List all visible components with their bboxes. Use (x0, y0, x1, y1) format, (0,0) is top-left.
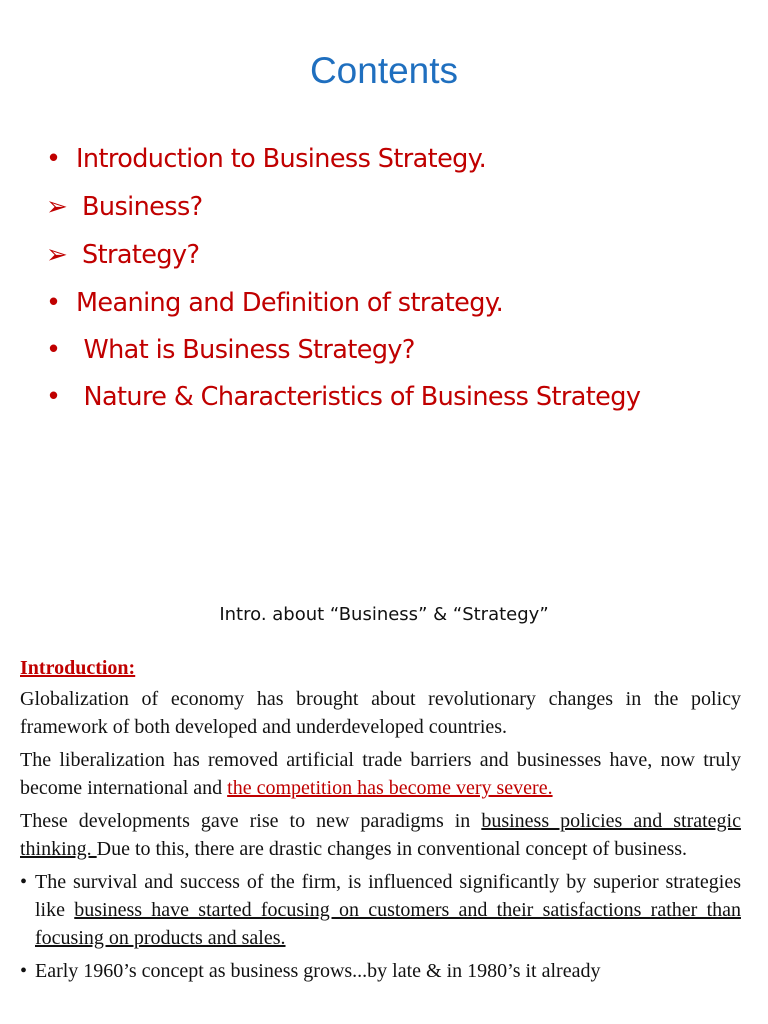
bullet-icon: • (46, 335, 61, 365)
contents-item-label: Nature & Characteristics of Business Strategy (76, 382, 641, 412)
bullet-icon: • (20, 871, 28, 893)
slide-title: Intro. about “Business” & “Strategy” (219, 604, 549, 625)
arrow-bullet-icon: ➢ (46, 192, 68, 222)
contents-item-label: Business? (82, 192, 203, 222)
paragraph: Globalization of economy has brought about revolutionary changes in the policy framework of both developed and underdeveloped countries. (20, 688, 741, 738)
bullet-paragraph (20, 957, 741, 985)
contents-item (46, 335, 415, 375)
paragraph-text: Due to this, there are drastic changes in conventional concept of business. (96, 838, 688, 860)
contents-item (46, 192, 203, 232)
underlined-text: business have started focusing on customers and their satisfactions rather than focusing on products and sales. (35, 899, 741, 949)
paragraph (20, 746, 741, 802)
slide-title: Contents (309, 50, 459, 91)
paragraph (20, 807, 741, 863)
underlined-text: business policies and strategic thinking. (20, 810, 741, 860)
paragraph-text: Early 1960’s concept as business grows...by late & in 1980’s it already (35, 960, 601, 982)
arrow-bullet-icon: ➢ (46, 240, 68, 270)
bullet-icon: • (46, 144, 61, 174)
bullet-paragraph (20, 868, 741, 952)
highlighted-text: the competition has become very severe. (227, 777, 553, 799)
contents-item-label: Meaning and Definition of strategy. (76, 288, 504, 318)
slide-body (20, 654, 741, 990)
contents-item-label: What is Business Strategy? (76, 335, 415, 365)
contents-item-label: Introduction to Business Strategy. (76, 144, 487, 174)
intro-slide (0, 590, 768, 1024)
paragraph-text: These developments gave rise to new paradigms in (20, 810, 482, 832)
paragraph-text: The liberalization has removed artificial trade barriers and businesses have, now truly become international and (20, 749, 741, 799)
section-heading: Introduction: (20, 657, 136, 679)
bullet-icon: • (46, 382, 61, 412)
contents-item (46, 288, 503, 328)
contents-item (46, 382, 640, 422)
bullet-icon: • (20, 960, 28, 982)
paragraph-text: The survival and success of the firm, is influenced significantly by superior strategies like (35, 871, 741, 921)
contents-item-label: Strategy? (82, 240, 200, 270)
bullet-icon: • (46, 288, 61, 318)
contents-item (46, 240, 199, 280)
contents-item (46, 144, 486, 184)
